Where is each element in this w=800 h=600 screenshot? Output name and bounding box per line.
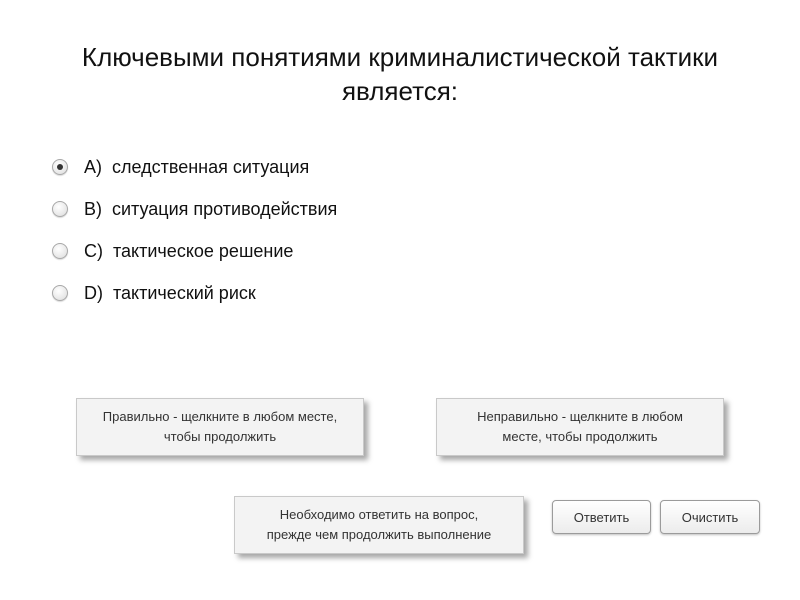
answer-options xyxy=(52,146,652,314)
option-letter: A) xyxy=(84,156,102,177)
radio-button-selected[interactable] xyxy=(52,159,68,175)
question-line-2: является: xyxy=(341,76,459,106)
option-letter: C) xyxy=(84,240,103,261)
option-d[interactable] xyxy=(52,272,652,314)
question-line-1: Ключевыми понятиями криминалистической тактики xyxy=(81,42,719,72)
radio-button[interactable] xyxy=(52,201,68,217)
clear-button[interactable]: Очистить xyxy=(660,500,760,534)
option-letter: D) xyxy=(84,282,103,303)
correct-feedback-line-2: чтобы продолжить xyxy=(163,429,277,444)
question-text xyxy=(30,40,770,108)
option-a[interactable] xyxy=(52,146,652,188)
radio-button[interactable] xyxy=(52,285,68,301)
radio-button[interactable] xyxy=(52,243,68,259)
option-b[interactable] xyxy=(52,188,652,230)
incorrect-feedback-line-2: месте, чтобы продолжить xyxy=(502,429,658,444)
option-letter: B) xyxy=(84,198,102,219)
incorrect-feedback-box[interactable] xyxy=(436,398,724,456)
option-label: следственная ситуация xyxy=(112,156,310,177)
incorrect-feedback-line-1: Неправильно - щелкните в любом xyxy=(477,409,683,424)
correct-feedback-box[interactable] xyxy=(76,398,364,456)
answer-required-line-2: прежде чем продолжить выполнение xyxy=(266,527,492,542)
option-label: ситуация противодействия xyxy=(112,198,338,219)
option-label: тактическое решение xyxy=(113,240,294,261)
submit-button[interactable]: Ответить xyxy=(552,500,651,534)
option-label: тактический риск xyxy=(113,282,256,303)
answer-required-message xyxy=(234,496,524,554)
correct-feedback-line-1: Правильно - щелкните в любом месте, xyxy=(102,409,338,424)
option-c[interactable] xyxy=(52,230,652,272)
answer-required-line-1: Необходимо ответить на вопрос, xyxy=(279,507,479,522)
